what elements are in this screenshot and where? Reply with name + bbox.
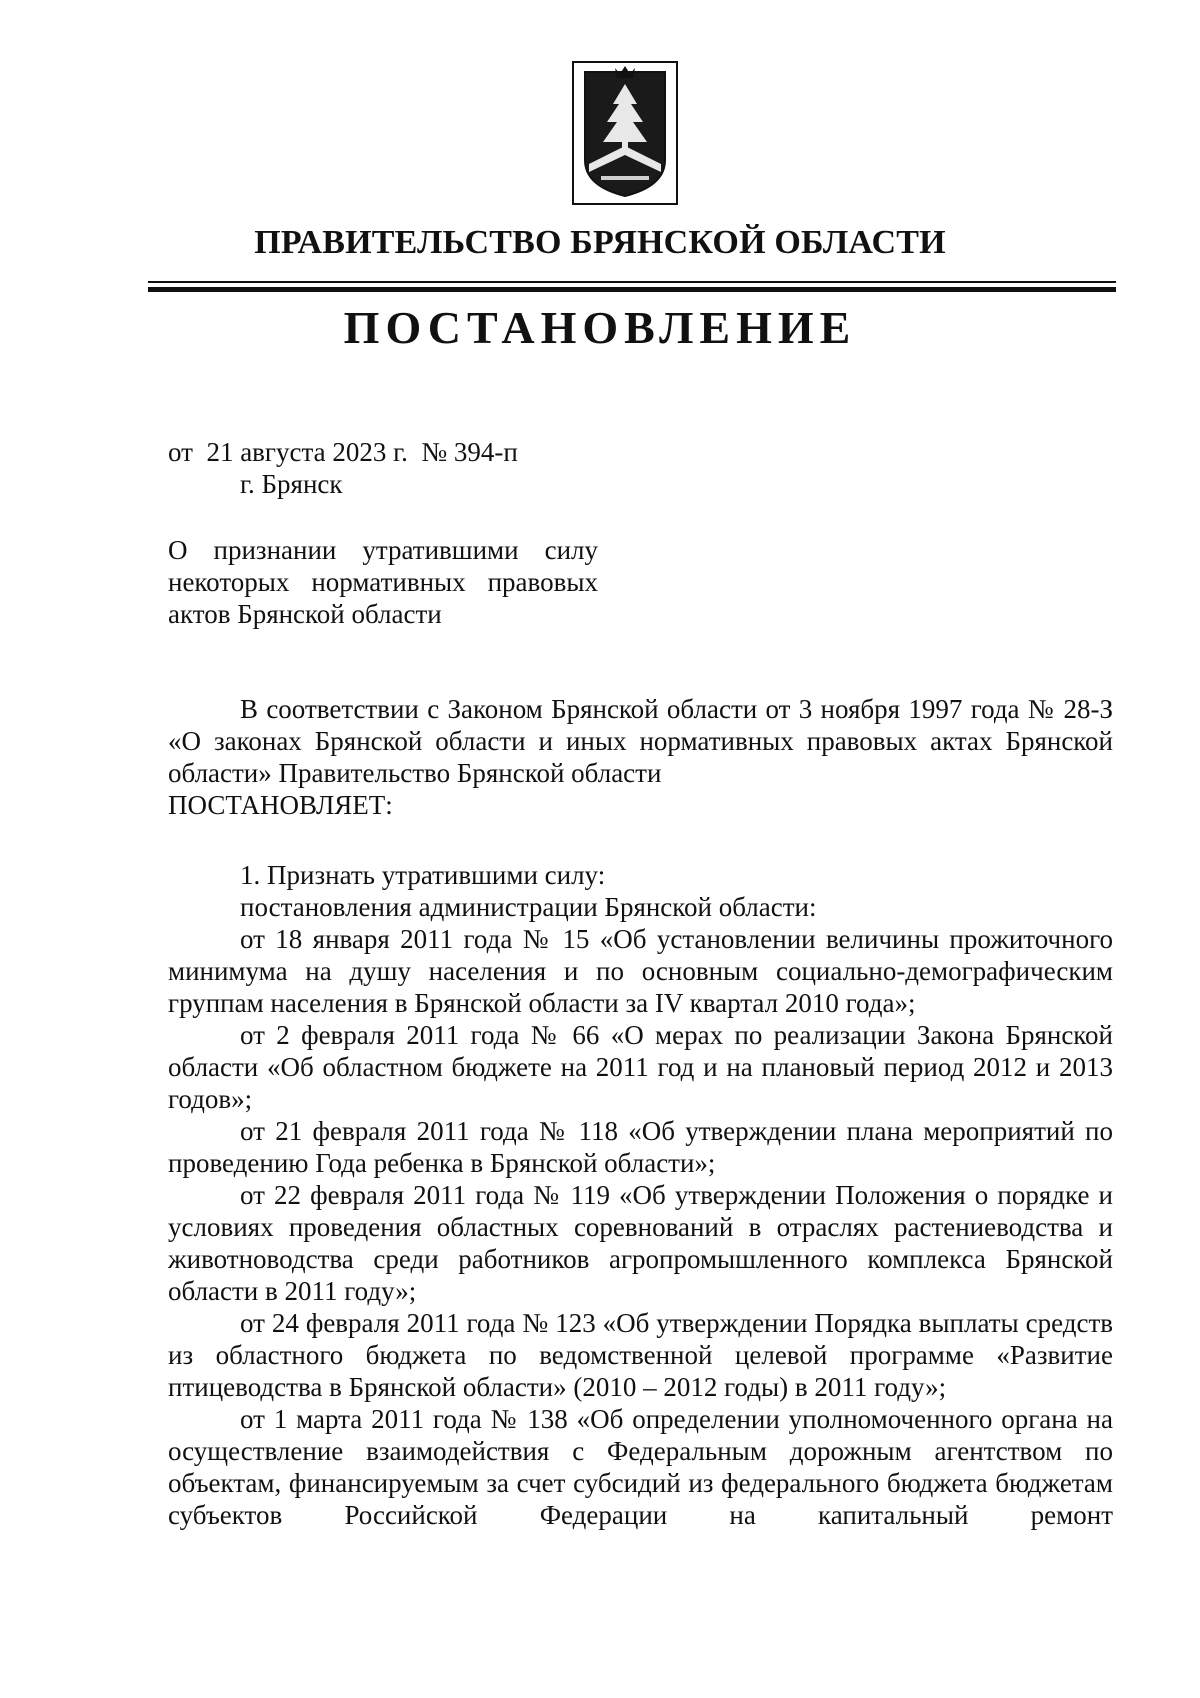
list-item: от 24 февраля 2011 года № 123 «Об утверждении Порядка выплаты средств из областного бюджета по ведомственной целевой программе «Развитие птицеводства в Брянской области» (2010 – 2012 годы) в 2011 году»; bbox=[168, 1308, 1113, 1402]
item-subheading: постановления администрации Брянской области: bbox=[240, 892, 817, 922]
list-item: от 22 февраля 2011 года № 119 «Об утверждении Положения о порядке и условиях проведения областных соревнований в отраслях растениеводства и животноводства среди работников агропромышленного комплекса Брянской области в 2011 году»; bbox=[168, 1180, 1113, 1306]
preamble-paragraph: В соответствии с Законом Брянской области от 3 ноября 1997 года № 28-З «О законах Брянской области и иных нормативных правовых актах Брянской области» Правительство Брянской области bbox=[168, 694, 1113, 788]
coat-of-arms-icon bbox=[571, 60, 679, 206]
header-rule-thick bbox=[148, 287, 1116, 292]
subject-line: некоторых нормативных правовых bbox=[168, 567, 598, 597]
list-item: от 18 января 2011 года № 15 «Об установлении величины прожиточного минимума на душу населения и по основным социально-демографическим группам населения в Брянской области за IV квартал 2010 года»; bbox=[168, 924, 1113, 1018]
document-body bbox=[168, 693, 1113, 1531]
document-subject bbox=[168, 534, 598, 630]
date-number-line: от 21 августа 2023 г. № 394-п bbox=[168, 437, 518, 467]
subject-line: О признании утратившими силу bbox=[168, 535, 598, 565]
resolves-line: ПОСТАНОВЛЯЕТ: bbox=[168, 790, 393, 820]
subject-line: актов Брянской области bbox=[168, 599, 442, 629]
list-item: от 1 марта 2011 года № 138 «Об определении уполномоченного органа на осуществление взаимодействия с Федеральным дорожным агентством по объектам, финансируемым за счет субсидий из федерального бюджета бюджетам субъектов Российской Федерации на капитальный ремонт bbox=[168, 1404, 1113, 1530]
item-heading: 1. Признать утратившими силу: bbox=[240, 860, 606, 890]
list-item: от 2 февраля 2011 года № 66 «О мерах по реализации Закона Брянской области «Об областном бюджете на 2011 год и на плановый период 2012 и 2013 годов»; bbox=[168, 1020, 1113, 1114]
document-type: ПОСТАНОВЛЕНИЕ bbox=[343, 302, 857, 353]
list-item: от 21 февраля 2011 года № 118 «Об утверждении плана мероприятий по проведению Года ребенка в Брянской области»; bbox=[168, 1116, 1113, 1178]
city-line: г. Брянск bbox=[240, 469, 343, 499]
header-rule-thin bbox=[148, 281, 1116, 283]
government-title: ПРАВИТЕЛЬСТВО БРЯНСКОЙ ОБЛАСТИ bbox=[254, 224, 946, 261]
